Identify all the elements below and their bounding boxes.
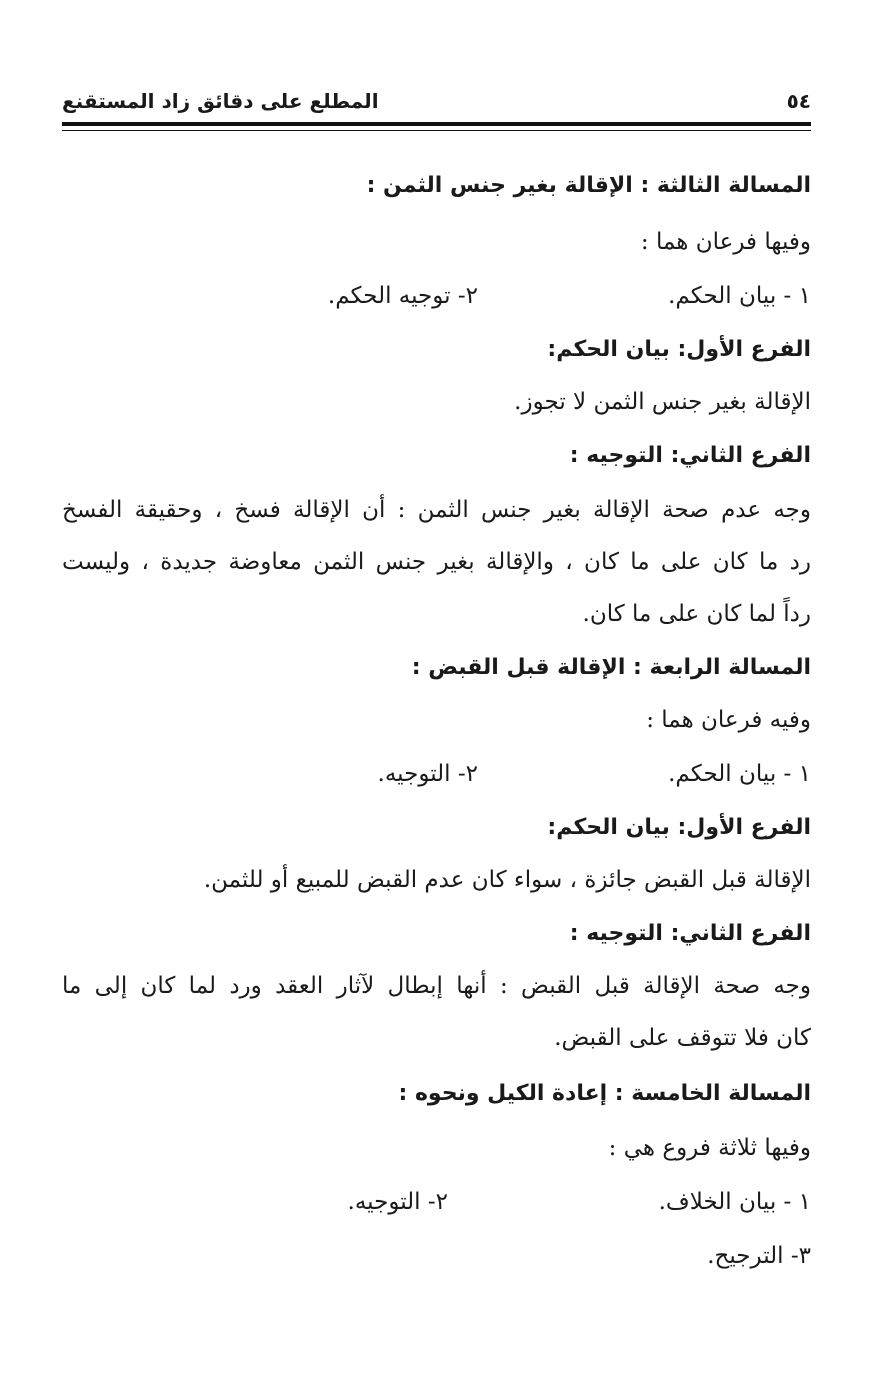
list-item-4-2: ٢- التوجيه.	[377, 761, 478, 787]
header-rule-thick	[62, 122, 811, 126]
page-number: ٥٤	[786, 89, 811, 113]
list-item-4-1: ١ - بيان الحكم.	[668, 761, 811, 787]
section-heading-4: المسالة الرابعة : الإقالة قبل القبض :	[411, 655, 811, 680]
list-item-5-1: ١ - بيان الخلاف.	[658, 1189, 811, 1215]
paragraph-line-3-3: رداً لما كان على ما كان.	[582, 601, 811, 627]
branch-heading-4-1: الفرع الأول: بيان الحكم:	[547, 815, 811, 840]
list-item-5-3: ٣- الترجيح.	[707, 1243, 811, 1269]
book-title: المطلع على دقائق زاد المستقنع	[62, 89, 379, 113]
branch-text-4-1: الإقالة قبل القبض جائزة ، سواء كان عدم القبض للمبيع أو للثمن.	[203, 867, 811, 893]
list-item-3-1: ١ - بيان الحكم.	[668, 283, 811, 309]
branch-text-3-1: الإقالة بغير جنس الثمن لا تجوز.	[514, 389, 811, 415]
branch-heading-3-2: الفرع الثاني: التوجيه :	[569, 443, 811, 468]
list-item-5-2: ٢- التوجيه.	[347, 1189, 448, 1215]
section-intro-4: وفيه فرعان هما :	[646, 707, 811, 733]
header-rule-thin	[62, 130, 811, 131]
section-intro-5: وفيها ثلاثة فروع هي :	[608, 1135, 811, 1161]
paragraph-line-4-1: وجه صحة الإقالة قبل القبض : أنها إبطال لآثار العقد ورد لما كان إلى ما	[62, 973, 811, 999]
section-heading-5: المسالة الخامسة : إعادة الكيل ونحوه :	[398, 1081, 811, 1106]
page-header	[62, 86, 811, 122]
paragraph-line-3-2: رد ما كان على ما كان ، والإقالة بغير جنس الثمن معاوضة جديدة ، وليست	[62, 549, 811, 575]
paragraph-line-4-2: كان فلا تتوقف على القبض.	[554, 1025, 811, 1051]
list-item-3-2: ٢- توجيه الحكم.	[327, 283, 478, 309]
section-heading-3: المسالة الثالثة : الإقالة بغير جنس الثمن :	[366, 173, 811, 198]
paragraph-line-3-1: وجه عدم صحة الإقالة بغير جنس الثمن : أن الإقالة فسخ ، وحقيقة الفسخ	[62, 497, 811, 523]
branch-heading-3-1: الفرع الأول: بيان الحكم:	[547, 337, 811, 362]
section-intro-3: وفيها فرعان هما :	[640, 229, 811, 255]
branch-heading-4-2: الفرع الثاني: التوجيه :	[569, 921, 811, 946]
